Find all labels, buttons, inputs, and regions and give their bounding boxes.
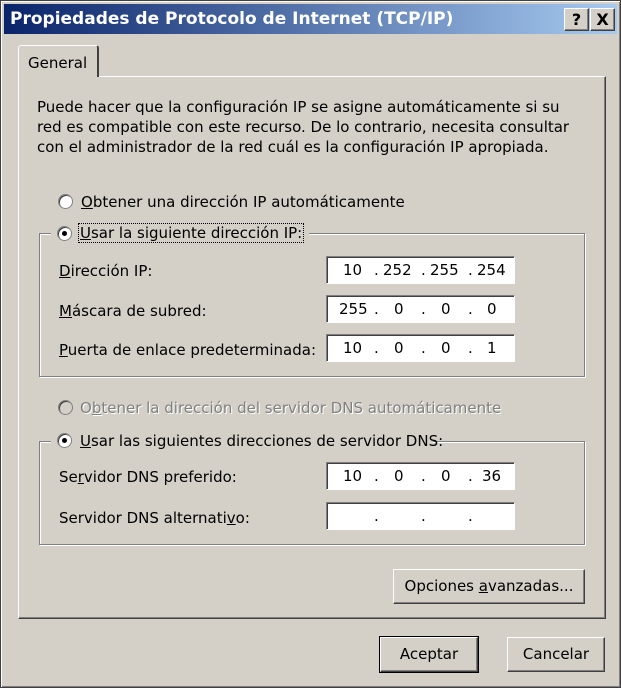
dot: . [468, 300, 473, 318]
dot: . [374, 467, 379, 485]
ip-address-input[interactable] [326, 256, 515, 284]
gateway-label [59, 341, 316, 359]
octet: 10 [343, 261, 363, 279]
radio-obtain-ip-auto-label[interactable] [81, 193, 405, 211]
subnet-mask-label [59, 302, 207, 320]
alternate-dns-label [59, 509, 250, 527]
dot: . [374, 261, 379, 279]
help-button[interactable]: ? [564, 8, 589, 31]
radio-obtain-dns-auto-label[interactable] [80, 399, 501, 417]
label-part: sar la siguiente dirección IP: [90, 224, 303, 242]
dot: . [421, 339, 426, 357]
tab-general-label: General [28, 54, 88, 72]
label-part: Se [59, 468, 78, 486]
label-mnemonic: U [80, 224, 91, 242]
title-bar[interactable] [4, 4, 617, 34]
gateway-input[interactable] [326, 334, 515, 362]
octet: 255 [339, 300, 368, 318]
radio-use-ip[interactable] [57, 226, 72, 241]
dot: . [468, 339, 473, 357]
label-mnemonic: M [59, 302, 72, 320]
dot: . [468, 507, 473, 525]
dot: . [421, 467, 426, 485]
octet: 0 [441, 300, 451, 318]
close-button[interactable]: X [590, 8, 615, 31]
label-mnemonic: O [81, 193, 93, 211]
radio-use-ip-label[interactable] [78, 224, 304, 242]
alternate-dns-input[interactable] [326, 502, 515, 530]
octet: 0 [441, 467, 451, 485]
dot: . [421, 507, 426, 525]
dot: . [374, 300, 379, 318]
octet: 10 [343, 339, 363, 357]
description-line: red es compatible con este recurso. De lo contrario, necesita consultar [37, 118, 570, 136]
label-mnemonic: v [226, 509, 236, 527]
label-mnemonic: D [59, 262, 71, 280]
octet: 1 [487, 339, 497, 357]
cancel-button[interactable]: Cancelar [507, 637, 605, 672]
radio-obtain-ip-auto[interactable] [58, 194, 73, 209]
label-mnemonic: b [91, 399, 102, 417]
label-part: o: [235, 509, 250, 527]
label-part: áscara de subred: [71, 302, 207, 320]
octet: 0 [487, 300, 497, 318]
label-part: uerta de enlace predeterminada: [67, 341, 316, 359]
label-part: irección IP: [70, 262, 153, 280]
preferred-dns-input[interactable] [326, 462, 515, 490]
label-part: Opciones [404, 577, 479, 595]
label-part: sar las siguientes direcciones de servidor DNS: [90, 432, 444, 450]
label-mnemonic: U [80, 432, 91, 450]
dot: . [468, 467, 473, 485]
label-part: tener la dirección del servidor DNS automáticamente [101, 399, 502, 417]
label-part: vidor DNS preferido: [83, 468, 237, 486]
octet: 0 [394, 339, 404, 357]
label-part: btener una dirección IP automáticamente [92, 193, 405, 211]
radio-use-dns-label[interactable] [80, 432, 443, 450]
label-part: Servidor DNS alternati [59, 509, 227, 527]
tab-general[interactable] [18, 45, 99, 77]
octet: 255 [430, 261, 459, 279]
label-part: O [80, 399, 92, 417]
octet: 0 [394, 467, 404, 485]
label-mnemonic: P [59, 341, 68, 359]
preferred-dns-label [59, 468, 237, 486]
description-line: con el administrador de la red cuál es la configuración IP apropiada. [37, 138, 549, 156]
advanced-options-button[interactable] [393, 569, 585, 604]
subnet-mask-input[interactable] [326, 295, 515, 323]
ip-address-label [59, 262, 152, 280]
dot: . [421, 261, 426, 279]
octet: 0 [394, 300, 404, 318]
dot: . [468, 261, 473, 279]
octet: 254 [477, 261, 506, 279]
dot: . [421, 300, 426, 318]
radio-use-dns[interactable] [57, 433, 72, 448]
ok-button[interactable]: Aceptar [380, 637, 478, 672]
window-title: Propiedades de Protocolo de Internet (TCP/IP) [10, 9, 454, 29]
label-mnemonic: a [478, 577, 488, 595]
description-text [37, 97, 577, 157]
dot: . [374, 339, 379, 357]
description-line: Puede hacer que la configuración IP se asigne automáticamente si su [37, 98, 560, 116]
label-part: vanzadas... [487, 577, 574, 595]
radio-obtain-dns-auto[interactable] [58, 400, 73, 415]
label-mnemonic: r [77, 468, 84, 486]
octet: 252 [383, 261, 412, 279]
octet: 0 [441, 339, 451, 357]
dot: . [374, 507, 379, 525]
octet: 10 [343, 467, 363, 485]
octet: 36 [482, 467, 502, 485]
